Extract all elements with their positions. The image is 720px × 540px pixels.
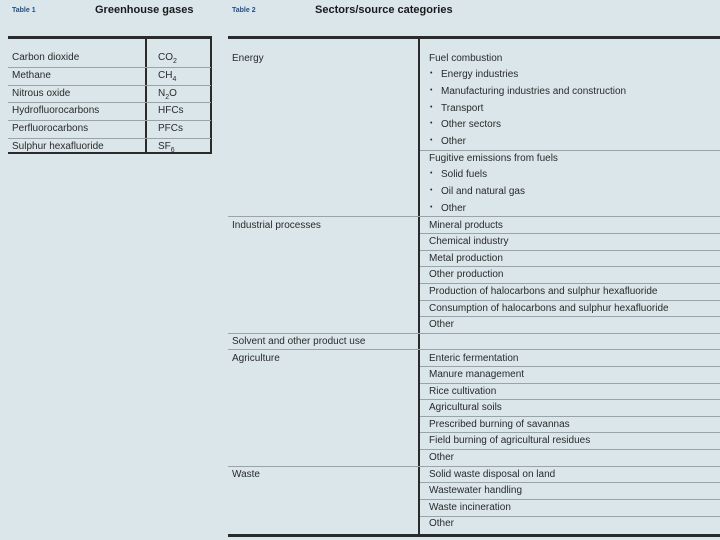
table2-bottom-rule <box>228 534 720 537</box>
category-separator <box>420 449 720 450</box>
category-separator <box>420 283 720 284</box>
category-separator <box>420 250 720 251</box>
sector-energy: Energy <box>232 53 264 64</box>
category-item: Mineral products <box>429 220 503 231</box>
category-separator <box>420 499 720 500</box>
gas-formula: HFCs <box>158 105 184 117</box>
category-item: Waste incineration <box>429 502 511 513</box>
gas-formula: $CO_2$ <box>158 52 177 65</box>
table1-row <box>8 86 211 104</box>
sector-waste: Waste <box>232 469 260 480</box>
gas-name: Nitrous oxide <box>12 87 71 99</box>
table1-number: Table 1 <box>12 7 36 14</box>
category-separator <box>420 516 720 517</box>
category-item: • Solid fuels <box>441 169 487 180</box>
category-separator <box>420 366 720 367</box>
category-item: Metal production <box>429 253 503 264</box>
gas-name: Carbon dioxide <box>12 52 80 63</box>
sector-agriculture: Agriculture <box>232 353 280 364</box>
table1-title: Greenhouse gases <box>95 4 194 16</box>
category-separator <box>420 300 720 301</box>
table2-top-rule <box>228 36 720 39</box>
gas-formula: $N_2O$ <box>158 87 177 101</box>
category-item: Rice cultivation <box>429 386 497 397</box>
category-separator <box>420 383 720 384</box>
category-item: • Energy industries <box>441 69 518 80</box>
category-item: Manure management <box>429 369 525 380</box>
sector-separator <box>228 216 720 217</box>
category-item: Fuel combustion <box>429 53 503 64</box>
gas-name: Sulphur hexafluoride <box>12 140 104 152</box>
category-item: Consumption of halocarbons and sulphur hexafluoride <box>429 303 669 314</box>
category-separator <box>420 432 720 433</box>
category-item: Other <box>429 319 455 330</box>
gas-formula: PFCs <box>158 123 183 135</box>
category-item: Agricultural soils <box>429 402 502 413</box>
sector-separator <box>228 466 720 467</box>
table1-body <box>8 50 211 156</box>
table1-row <box>8 103 211 121</box>
category-item: • Other <box>441 203 466 214</box>
gas-name: Hydrofluorocarbons <box>12 105 100 117</box>
category-item: • Transport <box>441 103 483 114</box>
sector-industrial-processes: Industrial processes <box>232 220 321 231</box>
category-item: Field burning of agricultural residues <box>429 435 591 446</box>
sector-solvent-use: Solvent and other product use <box>232 336 366 347</box>
category-separator <box>420 233 720 234</box>
category-item: Fugitive emissions from fuels <box>429 153 558 164</box>
category-item: Solid waste disposal on land <box>429 469 556 480</box>
category-item: Prescribed burning of savannas <box>429 419 570 430</box>
gas-formula: $CH_4$ <box>158 69 177 83</box>
gas-name: Perfluorocarbons <box>12 123 89 135</box>
table1-row <box>8 50 211 68</box>
category-item: Chemical industry <box>429 236 509 247</box>
table2-number: Table 2 <box>232 7 256 14</box>
table1-row <box>8 139 211 156</box>
gas-name: Methane <box>12 69 51 81</box>
table2-title: Sectors/source categories <box>315 4 453 16</box>
category-item: Enteric fermentation <box>429 353 519 364</box>
category-separator <box>420 416 720 417</box>
category-item: • Other <box>441 136 466 147</box>
category-item: Other <box>429 518 455 529</box>
category-item: Wastewater handling <box>429 485 523 496</box>
category-separator <box>420 399 720 400</box>
category-separator <box>420 316 720 317</box>
category-item: Production of halocarbons and sulphur hexafluoride <box>429 286 658 297</box>
category-item: Other <box>429 452 455 463</box>
category-separator <box>420 150 720 151</box>
category-separator <box>420 266 720 267</box>
sector-separator <box>228 349 720 350</box>
category-separator <box>420 482 720 483</box>
table1-top-rule <box>8 36 212 39</box>
table1-row <box>8 68 211 86</box>
sector-separator <box>228 333 720 334</box>
table2-column-divider <box>418 36 420 536</box>
category-item: • Oil and natural gas <box>441 186 525 197</box>
category-item: Other production <box>429 269 504 280</box>
category-item: • Manufacturing industries and construction <box>441 86 626 97</box>
gas-formula: $SF_6$ <box>158 140 175 154</box>
table1-row <box>8 121 211 139</box>
category-item: • Other sectors <box>441 119 501 130</box>
